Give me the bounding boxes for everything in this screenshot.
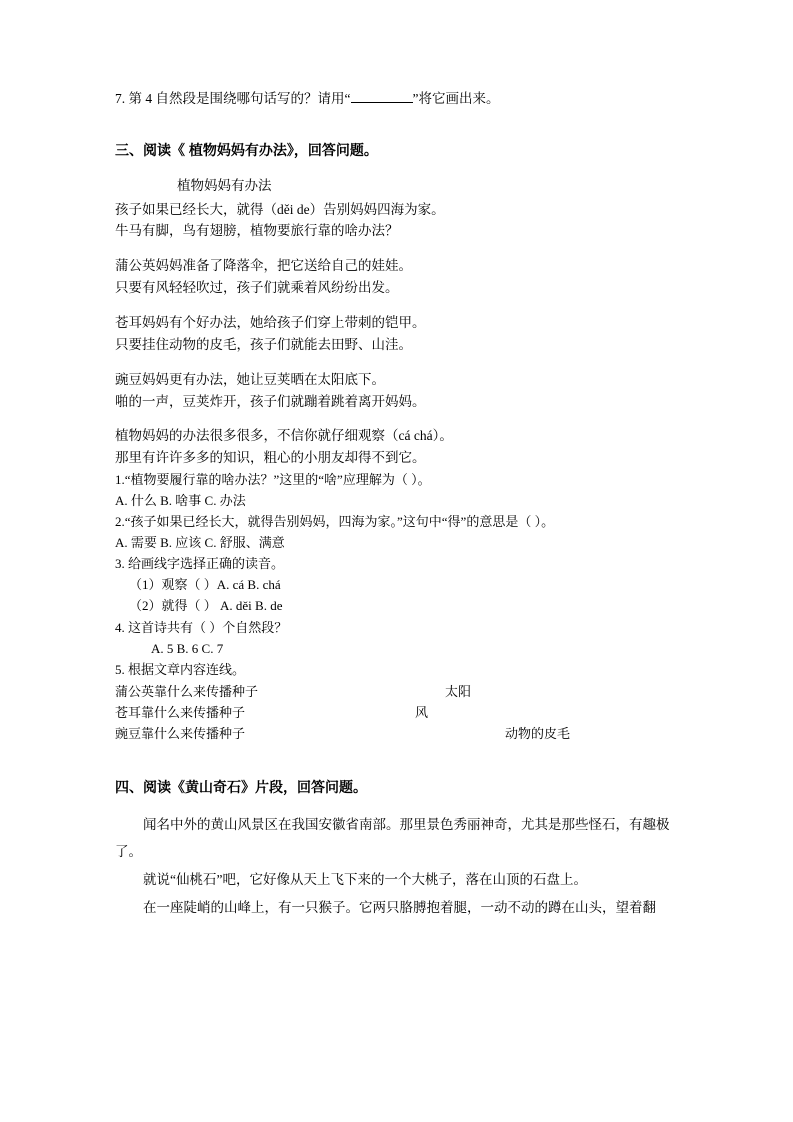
paragraph-gap (115, 356, 678, 369)
poem-title: 植物妈妈有办法 (177, 177, 272, 193)
match-left-item: 豌豆靠什么来传播种子 (115, 725, 246, 741)
poem-line: 豌豆妈妈更有办法，她让豆荚晒在太阳底下。 (115, 371, 385, 387)
poem-line: 啪的一声，豆荚炸开，孩子们就蹦着跳着离开妈妈。 (115, 393, 426, 409)
match-left-item: 苍耳靠什么来传播种子 (115, 704, 246, 720)
match-row (115, 701, 678, 722)
match-right-item: 太阳 (445, 683, 472, 699)
question-options: A. 5 B. 6 C. 7 (151, 640, 224, 656)
question-options: （2）就得（ ） A. děi B. de (129, 598, 283, 614)
poem-line: 苍耳妈妈有个好办法，她给孩子们穿上带刺的铠甲。 (115, 315, 426, 331)
match-left-item: 蒲公英靠什么来传播种子 (115, 683, 259, 699)
question-7-prefix: 7. 第 4 自然段是围绕哪句话写的？请用“ (115, 91, 351, 106)
match-right-item: 风 (415, 704, 429, 720)
question-7 (115, 88, 678, 110)
poem-line: 那里有许许多多的知识，粗心的小朋友却得不到它。 (115, 450, 426, 466)
question-options: A. 需要 B. 应该 C. 舒服、满意 (115, 535, 285, 551)
poem-line: 植物妈妈的办法很多很多，不信你就仔细观察（cá chá）。 (115, 428, 453, 444)
question-item: 4. 这首诗共有（ ）个自然段？ (115, 619, 288, 635)
question-item: 3. 给画线字选择正确的读音。 (115, 556, 285, 572)
match-row (115, 680, 678, 701)
section-3-heading: 三、阅读《 植物妈妈有办法》，回答问题。 (115, 141, 378, 158)
paragraph-gap (115, 242, 678, 255)
poem-line: 只要挂住动物的皮毛，孩子们就能去田野、山洼。 (115, 336, 412, 352)
question-item: 5. 根据文章内容连线。 (115, 661, 246, 677)
paragraph-gap (115, 412, 678, 425)
paragraph-gap (115, 299, 678, 312)
poem-line: 蒲公英妈妈准备了降落伞，把它送给自己的娃娃。 (115, 258, 412, 274)
question-options: （1）观察（ ）A. cá B. chá (129, 577, 281, 593)
question-item: 2.“孩子如果已经长大，就得告别妈妈，四海为家。”这句中“得”的意思是（ ）。 (115, 514, 555, 530)
fill-blank-line (351, 91, 413, 103)
poem-line: 孩子如果已经长大，就得（děi de）告别妈妈四海为家。 (115, 201, 445, 217)
section-4-paragraph: 就说“仙桃石”吧，它好像从天上飞下来的一个大桃子，落在山顶的石盘上。 (143, 872, 587, 887)
section-4-heading: 四、阅读《黄山奇石》片段，回答问题。 (115, 778, 367, 795)
section-4-paragraph: 在一座陡峭的山峰上，有一只猴子。它两只胳膊抱着腿，一动不动的蹲在山头，望着翻 (143, 899, 656, 915)
match-right-item: 动物的皮毛 (505, 725, 571, 741)
poem-line: 牛马有脚，鸟有翅膀，植物要旅行靠的啥办法？ (115, 223, 399, 239)
poem-line: 只要有风轻轻吹过，孩子们就乘着风纷纷出发。 (115, 280, 399, 296)
match-row (115, 722, 678, 743)
section-4-paragraph: 闻名中外的黄山风景区在我国安徽省南部。那里景色秀丽神奇，尤其是那些怪石，有趣极了。 (115, 816, 670, 860)
question-options: A. 什么 B. 啥事 C. 办法 (115, 493, 246, 509)
question-7-suffix: ”将它画出来。 (412, 91, 500, 106)
question-item: 1.“植物要履行靠的啥办法？”这里的“啥”应理解为（ ）。 (115, 472, 431, 488)
